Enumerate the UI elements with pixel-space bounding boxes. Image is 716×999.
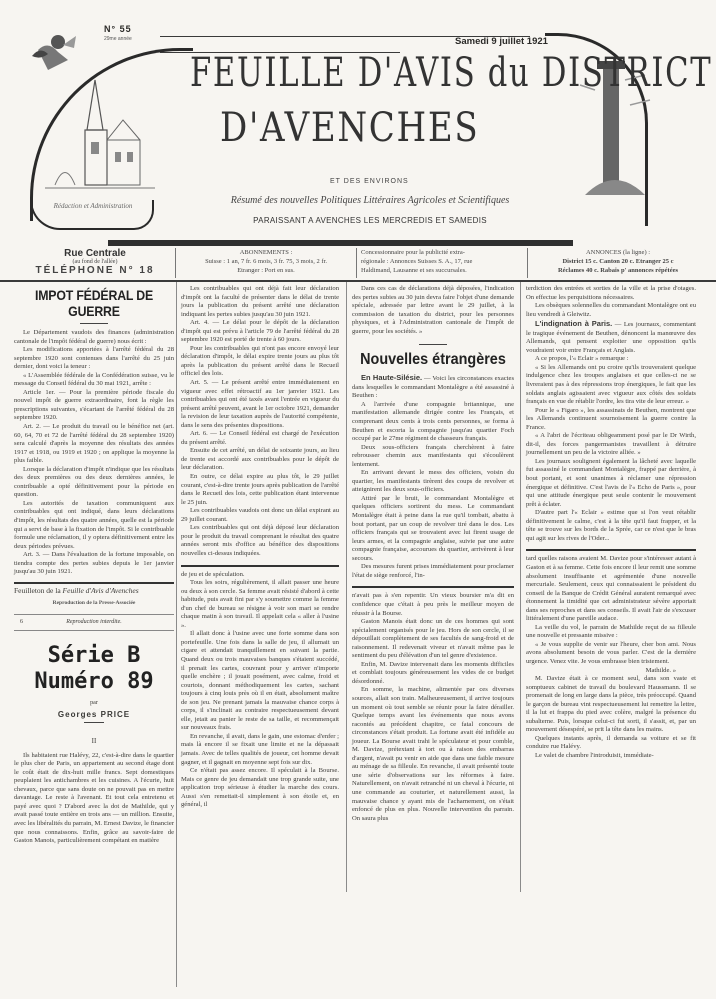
column-2 — [181, 285, 339, 810]
ads-line1: District 15 c. Canton 20 c. Etranger 25 c — [562, 258, 674, 265]
article-paragraph: Ensuite de cet arrêté, un délai de soixante jours, au lieu de trente est accordé aux contribuables pour le dépôt de leur déclaration. — [181, 447, 339, 472]
headline-nouvelles: Nouvelles étrangères — [360, 351, 506, 369]
article-paragraph: Article 1er. — Pour la première période fiscale du nouvel impôt de guerre extraordinaire, font la règle les prescriptions suivantes, s'écartant de l'arrêté fédéral du 28 septembre 1920. — [14, 388, 174, 422]
section-lead: L'indignation à Paris. — [535, 319, 613, 329]
feuilleton-title: Feuille d'Avis d'Avenches — [62, 585, 139, 595]
column-4 — [526, 285, 696, 761]
section-rule — [181, 565, 339, 567]
article-paragraph: Le Département vaudois des finances (administration cantonale de l'impôt fédéral de guerre) nous écrit : — [14, 329, 174, 345]
news-paragraph: D'autre part l'« Eclair » estime que si l'on veut rétablir définitivement le calme, c'est à la tête qu'il faut frapper, et la tête se trouve sur les bords de la Sprée, car ce n'est que le bras qui agit sur les rives de l'Oder... — [526, 509, 696, 542]
serial-paragraph: Tous les soirs, régulièrement, il allait passer une heure ou deux à son cercle. Sa femme avait résisté d'abord à cette habitude, puis avait fini par s'y soumettre comme la femme d'un chef de bureau se résigne à voir son mari se rendre chaque matin à son travail. Il appelait cela « aller à l'usine ». — [181, 579, 339, 629]
serial-paragraph: n'avait pas à s'en repentir. Un vieux boursier m'a dit en confidence que c'était à peu près le meilleur moyen de réussir à la Bourse. — [352, 592, 514, 617]
news-paragraph: « A l'abri de l'écriteau obligeamment posé par le Dr Wirth, dit-il, des forces pangermanistes travaillent à détruire journellement un peu de la victoire alliée. » — [526, 432, 696, 457]
serial-paragraph: Enfin, M. Davize intervenait dans les moments difficiles et comblait toujours généreusement les vides de ce budget désordonné. — [352, 660, 514, 685]
feuilleton-prefix: Feuilleton de la — [14, 585, 61, 595]
masthead-environs: ET DES ENVIRONS — [330, 178, 409, 185]
article-paragraph: Pour les contribuables qui n'ont pas encore envoyé leur déclaration d'impôt, le délai expire trente jours au plus tôt après la publication du présent arrêté dans le Recueil officiel des lois. — [181, 344, 339, 378]
news-paragraph: « Si les Allemands ont pu croire qu'ils trouveraient quelque indulgence chez les troupes anglaises et que celles-ci ne se livreraient pas à des répressions trop énergiques, le fait que les soldats anglais agissaient avec vigueur aux côtés des soldats français en vue de rétablir l'ordre, les tira vite de leur erreur. » — [526, 363, 696, 406]
short-rule — [80, 323, 108, 324]
section-rule — [14, 582, 174, 584]
masthead-title-line1: FEUILLE D'AVIS du DISTRICT — [190, 50, 713, 96]
chapter-number: II — [91, 737, 97, 746]
by-label: par — [90, 699, 98, 706]
news-paragraph: Des mesures furent prises immédiatement pour proclamer l'état de siège renforcé, l'in- — [352, 563, 514, 579]
article-paragraph: Art. 2. — Le produit du travail ou le bénéfice net (art. 60, 64, 70 et 72 de l'arrêté fédéral du 28 septembre 1920) sera calculé d'après la moyenne des résultats des années 1917 et 1918, ou 1919 et 1920 ; on applique la moyenne la plus faible. — [14, 423, 174, 465]
church-illustration-icon — [45, 70, 155, 200]
concession-line3: Haldimand, Lausanne et ses succursales. — [361, 267, 467, 274]
article-paragraph: Dans ces cas de déclarations déjà déposées, l'indication des pertes subies au 30 juin devra faire l'objet d'une demande spéciale, adressée par lettre avant le 29 juillet, à la commission de taxation du district, pour les personnes physiques, et à l'Administration cantonale de l'impôt de guerre, pour les sociétés. » — [352, 285, 514, 335]
news-paragraph: A ce propos, l'« Eclair » remarque : — [535, 355, 629, 363]
serial-title-2: Numéro 89 — [34, 668, 154, 694]
section-rule — [526, 549, 696, 551]
telephone: TÉLÉPHONE N° 18 — [35, 265, 155, 276]
news-paragraph: Deux sous-officiers français cherchèrent à faire rebrousser chemin aux manifestants qui s'écoulèrent lentement. — [352, 443, 514, 468]
article-paragraph: Les modifications apportées à l'arrêté fédéral du 28 septembre 1920 sont contenues dans l'arrêté du 25 juin dernier, dont voici la teneur : — [14, 346, 174, 371]
news-paragraph: Attiré par le bruit, le commandant Montalègre et quelques officiers sortirent du mess. Le commandant Montalègre était à peine dans la rue qu'il tombait, abattu à bout portant, par un coup de revolver tiré dans le dos. Les officiers français qui se trouvaient avec lui firent usage de leurs armes, et la compagnie anglaise, suivie par une autre compagnie française, accourues du quartier, arrivèrent à leur secours. — [352, 494, 514, 562]
publication-schedule: PARAISSANT A AVENCHES LES MERCREDIS ET SAMEDIS — [253, 216, 487, 225]
concession-line1: Concessionnaire pour la publicité extra- — [361, 249, 465, 256]
column-1 — [14, 285, 174, 846]
serial-paragraph: Quelques instants après, il demanda sa voiture et se fit conduire rue Halévy. — [526, 734, 696, 751]
news-paragraph: terdiction des entrées et sorties de la ville et la prise d'otages. On effectue les perquisitions nécessaires. — [526, 285, 696, 301]
news-paragraph: En arrivant devant le mess des officiers, voisin du quartier, les manifestants tirèrent des coups de revolver et atteignirent les deux sous-officiers. — [352, 469, 514, 494]
article-paragraph: Lorsque la déclaration d'impôt n'indique que les résultats des deux premières ou des deux dernières années, le contribuable a opté définitivement pour la période en question. — [14, 465, 174, 499]
masthead-title-line2: D'AVENCHES — [220, 105, 480, 151]
address-cell — [30, 248, 160, 278]
news-paragraph: Les journaux soulignent également la lâcheté avec laquelle fut assassiné le commandant Montalègre, frappé par derrière, à bout portant, et sont unanimes à réclamer une répression énergique et définitive. C'est l'avis de l'« Echo de Paris », pour qui une attitude énergique peut seule contenir le mouvement prêt à éclater. — [526, 457, 696, 508]
article-paragraph: Art. 3. — Dans l'évaluation de la fortune imposable, on tiendra compte des pertes subies depuis le 1er janvier jusqu'au 30 juin 1921. — [14, 551, 174, 576]
article-paragraph: Les contribuables qui ont déjà fait leur déclaration d'impôt ont la faculté de présenter dans le délai de trente jours la publication du présent arrêté une déclaration indiquant les pertes subies jusqu'au 30 juin 1921. — [181, 285, 339, 318]
admin-label: Rédaction et Administration — [53, 202, 133, 210]
issue-date: Samedi 9 juillet 1921 — [455, 36, 548, 47]
serial-paragraph: Gaston Manois était donc un de ces hommes qui sont spécialement organisés pour le jeu. Hors de son cercle, il se dépouillait complètement de ses facultés de sang-froid et de raisonnement. Il redevenait viveur et n'avait même pas le sentiment du peu d'élévation d'un tel genre d'existence. — [352, 618, 514, 660]
news-paragraph: A l'arrivée d'une compagnie britannique, une manifestation allemande dirigée contre les Français, et comprenant deux cents à trois cents personnes, se forma à Beuthen et escorta la compagnie jusqu'au quartier Foch occupé par le 27me régiment de chasseurs français. — [352, 400, 514, 443]
repro-notice: Reproduction de la Presse-Associée — [52, 600, 136, 607]
news-paragraph: — Les journaux, commentant le tragique événement de Beuthen, dénoncent la manœuvre des Allemands, qui pensent exploiter une opposition qu'ils voudraient voir entre Français et Anglais. — [526, 321, 696, 354]
letter-signature: Mathilde. » — [645, 666, 676, 674]
repro-bar — [14, 614, 174, 631]
serial-paragraph: de jeu et de spéculation. — [181, 570, 245, 578]
ads-line2: Réclames 40 c. Rabais p' annonces répétées — [557, 267, 679, 274]
subscriptions-line1: Suisse : 1 an, 7 fr. 6 mois, 3 fr. 75, 3 mois, 2 fr. — [205, 258, 327, 265]
serial-paragraph: M. Davize était à ce moment seul, dans son vaste et somptueux cabinet de travail du boulevard Haussmann. Il se promenait de long en large dans la pièce, très préoccupé. Quand le garçon de bureau vint respectueusement lui remettre la lettre, il la lut et frappa du pied avec colère, malgré la présence du subalterne. Puis, lorsque celui-ci fut sorti, il s'assit, et, par un mouvement désespéré, se prit la tête dans les mains. — [526, 675, 696, 734]
address: Rue Centrale — [64, 248, 126, 259]
serial-paragraph: La veille du vol, le parrain de Mathilde reçut de sa filleule une nouvelle et pressante missive : — [526, 623, 696, 640]
episode-number: 6 — [20, 618, 23, 625]
column-divider — [346, 282, 347, 892]
headline-impot: IMPOT FÉDÉRAL DE GUERRE — [34, 287, 154, 319]
short-rule — [84, 722, 104, 723]
issue-year: 29me année — [104, 36, 132, 42]
column-divider — [176, 282, 177, 987]
article-paragraph: Les contribuables qui ont déjà déposé leur déclaration pour le produit du travail comprenant le résultat des quatre années seront mis d'office au bénéfice des dispositions nouvelles ci-dessus indiquées. — [181, 524, 339, 557]
ads-title: ANNONCES (la ligne) : — [585, 249, 651, 256]
ads-cell — [527, 248, 708, 278]
serial-paragraph: En revanche, il avait, dans le gain, une estomac d'enfer ; mais là encore il se fixait une limite et ne la dépassait jamais. Avec de telles qualités de joueur, cet homme devait gagner, et il gagnait en moyenne sept fois sur dix. — [181, 732, 339, 766]
serial-paragraph: tard quelles raisons avaient M. Davize pour s'intéresser autant à Gaston et à sa femme. Cette fois encore il leur remit une somme absolument insuffisante et agrémentée d'une nouvelle mercuriale. Seulement, ceux qui connaissaient le président du conseil de la Banque de Crédit Général auraient remarqué avec étonnement la timidité que cet administrateur sévère apportait dans ses reproches et dans ses conseils. Il avait l'air de s'excuser littéralement d'une pareille audace. — [526, 555, 696, 623]
serial-paragraph: Il allait donc à l'usine avec une forte somme dans son portefeuille. Une fois dans la salle de jeu, il allumait un cigare et attendait tranquillement en suivant la partie. Quand deux ou trois mauvaises banques s'étaient succédé, il prenait les cartes, couvrant pour y arriver n'importe quelle enchère ; il jouait posément, avec calme, froid et courtois, donnant méthodiquement les cartes, sachant toujours à cinq louis près où il en était, absolument maître de son jeu. Ne prenant jamais la mauvaise chance corps à corps, il s'inclinait au contraire respectueusement devant elle, jetait au panier le reste de sa taille, et recommençait sur nouveaux frais. — [181, 630, 339, 732]
serial-paragraph: « Je vous supplie de venir sur l'heure, cher bon ami. Nous avons absolument besoin de vous parler. C'est de la dernière urgence. Venez vite. Je vous embrasse bien tristement. — [526, 640, 696, 665]
address-sub: (au fond de l'allée) — [72, 259, 118, 265]
column-3 — [352, 285, 514, 823]
serial-paragraph: Ce n'était pas assez encore. Il spéculait à la Bourse. Mais ce genre de jeu demandait une trop grande suite, une application trop sérieuse à étudier la marche des cours. Aussi s'en remettait-il simplement à son étoile et, en général, il — [181, 767, 339, 809]
column-divider — [520, 282, 521, 892]
news-paragraph: Pour le « Figaro », les assassinats de Beuthen, montrent que les Allemands continuent sournoisement la guerre contre la France. — [526, 406, 696, 431]
feuilleton-header — [14, 587, 174, 596]
subscriptions-line2: Etranger : Port en sus. — [237, 267, 295, 274]
subscriptions-title: ABONNEMENTS : — [239, 249, 293, 256]
subscriptions-cell — [175, 248, 356, 278]
issue-number: N° 55 — [104, 24, 132, 34]
serial-paragraph: Le valet de chambre l'introduisit, immédiate- — [535, 751, 654, 759]
short-rule — [419, 344, 447, 345]
article-paragraph: Art. 6. — Le Conseil fédéral est chargé de l'exécution du présent arrêté. — [181, 430, 339, 446]
news-paragraph: Les obsèques solennelles du commandant Montalègre ont eu lieu vendredi à Gleiwitz. — [526, 302, 696, 318]
masthead-subtitle: Résumé des nouvelles Politiques Littéraires Agricoles et Scientifiques — [230, 195, 510, 206]
info-bar — [0, 246, 716, 282]
article-paragraph: Les contribuables vaudois ont donc un délai expirant au 29 juillet courant. — [181, 507, 339, 523]
article-paragraph: En outre, ce délai expire au plus tôt, le 29 juillet courant, c'est-à-dire trente jours après publication de l'arrêté dans le Recueil des lois, cette publication étant intervenue le 25 juin. — [181, 473, 339, 506]
article-paragraph: Les autorités de taxation communiquent aux contribuables qui ont indiqué, dans leurs déclarations d'impôt, les résultats des quatre années, quelle est la période qui a servi de base à la fixation de l'impôt. Si le contribuable formule une réclamation, il y optera définitivement entre les deux périodes prévues. — [14, 499, 174, 550]
article-paragraph: Art. 5. — Le présent arrêté entre immédiatement en vigueur avec effet rétroactif au 1er janvier 1921. Les contribuables qui ont été taxés avant l'entrée en vigueur du présent arrêté peuvent, avant le 1er octobre 1921, demander la revision de leur taxation auprès de l'autorité compétente, dans le sens des présentes dispositions. — [181, 379, 339, 429]
repro-forbidden: Reproduction interdite. — [66, 618, 122, 625]
concession-line2: régionale : Annonces Suisses S. A., 17, rue — [361, 258, 473, 265]
article-paragraph: « L'Assemblée fédérale de la Confédération suisse, vu le message du Conseil fédéral du 30 mai 1921, arrête : — [14, 371, 174, 388]
author-name: Georges PRICE — [57, 710, 131, 720]
news-paragraph: — Voici les circonstances exactes dans lesquelles le commandant Montalègre a été assassiné à Beuthen : — [352, 375, 515, 400]
section-rule — [352, 586, 514, 588]
article-paragraph: Art. 4. — Le délai pour le dépôt de la déclaration d'impôt qui est prévu à l'article 79 de l'arrêté fédéral du 28 septembre 1920 est porté de trente à 60 jours. — [181, 319, 339, 344]
serial-paragraph: En somme, la machine, alimentée par ces diverses sources, allait son train. Malheureusement, il arrive toujours un moment où tout semble se réunir pour la faire dérailler. Quelque temps avant les événements que nous avons racontés au précédent chapitre, ce fatal concours de circonstances s'était produit. La fortune avait été infidèle au joueur. La Bourse avait trahi le spéculateur et pour comble, M. Davize, prétextant à tort ou à raison des embarras d'argent, n'avait pu venir en aide que dans une faible mesure au ménage de sa filleule. En revanche, il avait présenté toute une série d'observations sur les réformes à faire. Naturellement, on n'avait retranché ni un cheval à l'écurie, ni une commande au couturier, et naturellement aussi, la mauvaise chance y ayant mis de l'acharnement, on s'était enfoncé de plus en plus. Nouvelle intervention du parrain. On saura plus — [352, 686, 514, 822]
concession-cell — [356, 248, 526, 278]
section-lead: En Haute-Silésie. — [361, 373, 423, 383]
serial-paragraph: Ils habitaient rue Halévy, 22, c'est-à-dire dans le quartier le plus cher de Paris, un appartement au second étage dont le coût était de dix-huit mille francs. Sept domestiques peuplaient les antichambres et les cuisines. A l'écurie, huit chevaux, parce que sans doute on ne pouvait pas en mettre davantage. Le reste à l'avenant. Et tout cela entretenu et payé avec quoi ? D'abord avec la dot de Mathilde, qui y avait passé toute entière en trois ans — un million. Ensuite, avec les libéralités du parrain, M. Ernest Davize, le financier que nous connaissons. Enfin, grâce au savoir-faire de Gaston Manois, particulièrement compétant en matière — [14, 751, 175, 845]
serial-title-1: Série B — [47, 642, 141, 668]
